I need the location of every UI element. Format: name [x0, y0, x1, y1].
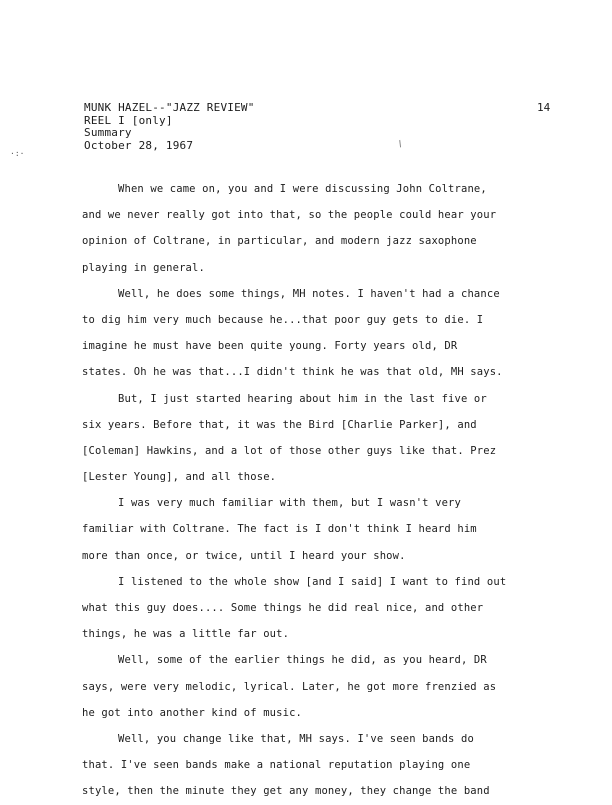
- body-line: that. I've seen bands make a national reputation playing one: [82, 759, 471, 772]
- body-line: what this guy does.... Some things he did real nice, and other: [82, 602, 484, 614]
- body-line: says, were very melodic, lyrical. Later, he got more frenzied as: [82, 680, 497, 693]
- body-line: I listened to the whole show [and I said] I want to find out: [118, 575, 507, 588]
- interview-title: MUNK HAZEL--"JAZZ REVIEW": [84, 101, 255, 114]
- body-line: I was very much familiar with them, but I wasn't very: [118, 497, 461, 510]
- page-number: 14: [537, 101, 551, 114]
- body-line: and we never really got into that, so the people could hear your: [82, 209, 497, 222]
- summary-body: [82, 176, 558, 805]
- body-line: he got into another kind of music.: [82, 706, 303, 719]
- body-line: to dig him very much because he...that poor guy gets to die. I: [82, 313, 484, 326]
- body-line: Well, you change like that, MH says. I've seen bands do: [118, 732, 474, 745]
- scan-speck-mark: /: [395, 138, 405, 149]
- interview-date: October 28, 1967: [84, 138, 194, 152]
- body-line: more than once, or twice, until I heard your show.: [82, 549, 406, 562]
- body-line: Well, some of the earlier things he did, as you heard, DR: [118, 654, 487, 667]
- body-line: states. Oh he was that...I didn't think he was that old, MH says.: [82, 366, 503, 379]
- body-line: [Lester Young], and all those.: [82, 471, 277, 484]
- body-line: [Coleman] Hawkins, and a lot of those other guys like that. Prez: [82, 444, 497, 457]
- reel-label: REEL I [only]: [84, 113, 173, 127]
- body-line: things, he was a little far out.: [82, 628, 290, 641]
- body-line: familiar with Coltrane. The fact is I don't think I heard him: [82, 523, 477, 536]
- body-line: playing in general.: [82, 261, 205, 274]
- scan-speck-left: ·:·: [10, 149, 25, 158]
- body-line: When we came on, you and I were discussing John Coltrane,: [118, 183, 487, 195]
- body-line: But, I just started hearing about him in the last five or: [118, 392, 487, 405]
- body-line: imagine he must have been quite young. Forty years old, DR: [82, 340, 458, 353]
- document-type: Summary: [84, 126, 132, 139]
- document-header: [84, 102, 255, 152]
- body-line: style, then the minute they get any money, they change the band: [82, 785, 490, 798]
- body-line: opinion of Coltrane, in particular, and modern jazz saxophone: [82, 235, 477, 248]
- body-line: six years. Before that, it was the Bird [Charlie Parker], and: [82, 418, 477, 431]
- body-line: Well, he does some things, MH notes. I haven't had a chance: [118, 287, 500, 300]
